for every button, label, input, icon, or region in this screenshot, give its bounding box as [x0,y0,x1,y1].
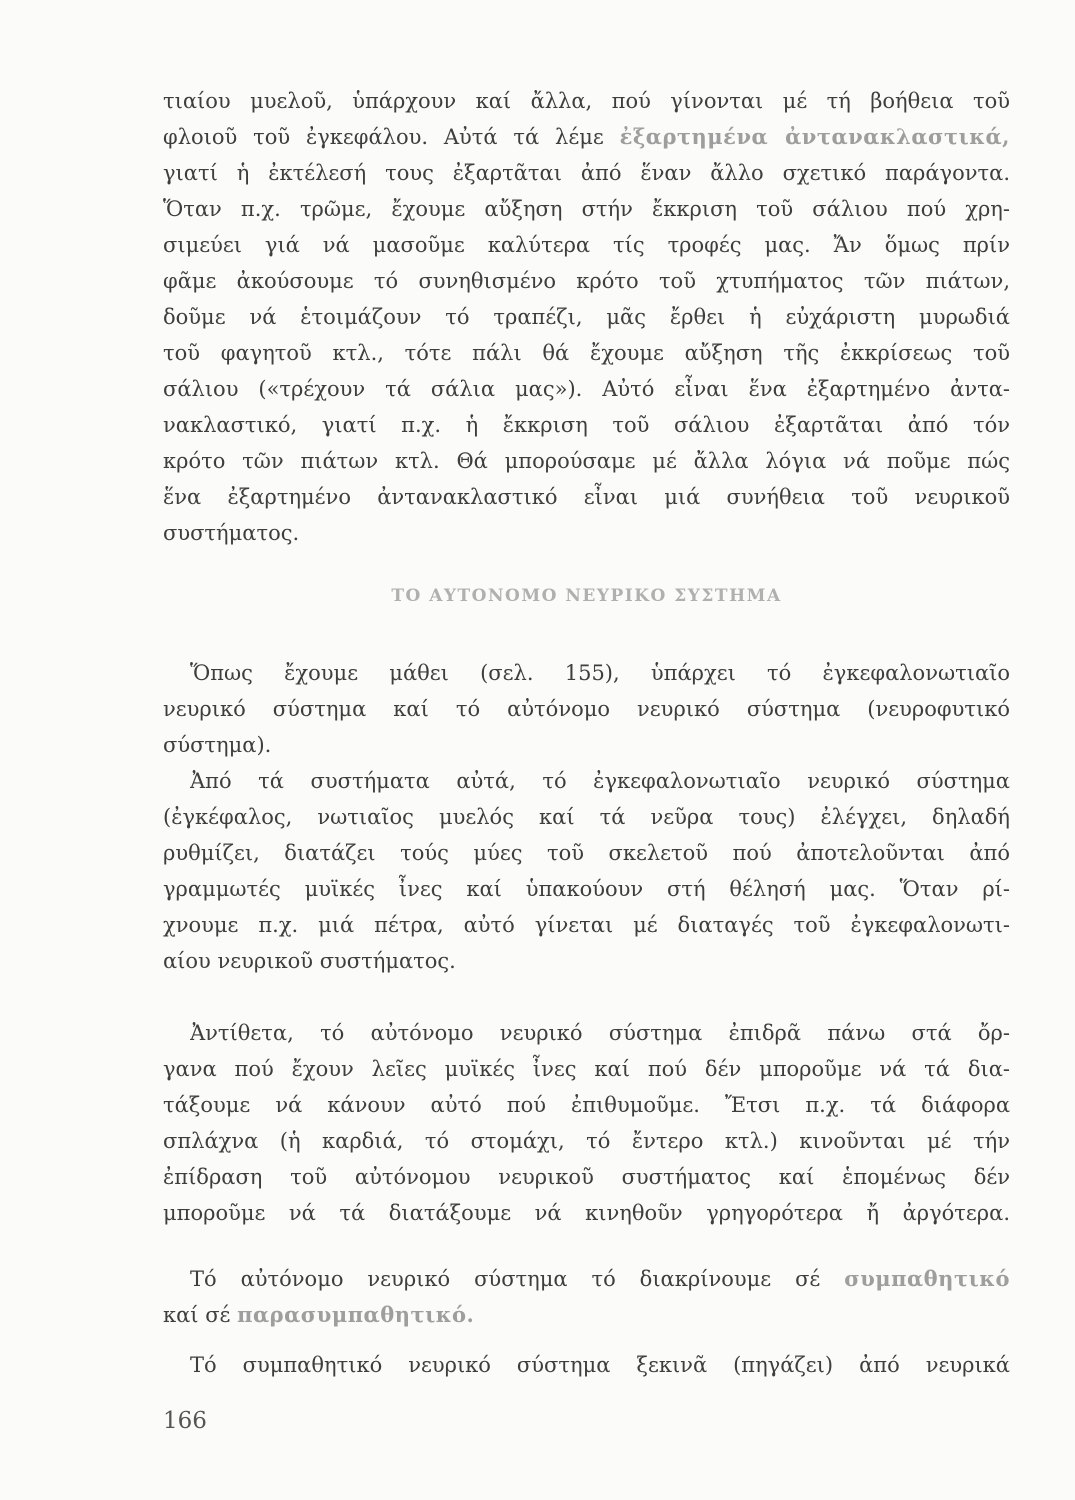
text-run: φλοιοῦ τοῦ ἐγκεφάλου. Αὐτά τά λέμε [163,125,620,149]
page-number: 166 [163,1408,207,1434]
section-heading: ΤΟ ΑΥΤΟΝΟΜΟ ΝΕΥΡΙΚΟ ΣΥΣΤΗΜΑ [391,586,782,606]
bold-term: παρασυμπαθητικό. [237,1302,475,1327]
text-line: ἕνα ἐξαρτημένο ἀντανακλαστικό εἶναι μιά συνήθεια τοῦ νευρικοῦ [163,485,1010,509]
text-line: νευρικό σύστημα καί τό αὐτόνομο νευρικό σύστημα (νευροφυτικό [163,697,1010,721]
text-line: τάξουμε νά κάνουν αὐτό πού ἐπιθυμοῦμε. Ἔτσι π.χ. τά διάφορα [163,1093,1010,1117]
text-line: δοῦμε νά ἑτοιμάζουν τό τραπέζι, μᾶς ἔρθει ἡ εὐχάριστη μυρωδιά [163,305,1010,329]
text-line: γιατί ἡ ἐκτέλεσή τους ἐξαρτᾶται ἀπό ἕναν ἄλλο σχετικό παράγοντα. [163,161,1010,185]
text-line: τιαίου μυελοῦ, ὑπάρχουν καί ἄλλα, πού γίνονται μέ τή βοήθεια τοῦ [163,89,1010,113]
text-line: (ἐγκέφαλος, νωτιαῖος μυελός καί τά νεῦρα τους) ἐλέγχει, δηλαδή [163,805,1010,829]
text-line: συστήματος. [163,521,300,545]
text-line: νακλαστικό, γιατί π.χ. ἡ ἔκκριση τοῦ σάλιου ἐξαρτᾶται ἀπό τόν [163,413,1010,437]
text-line: τοῦ φαγητοῦ κτλ., τότε πάλι θά ἔχουμε αὔξηση τῆς ἐκκρίσεως τοῦ [163,341,1010,365]
text-line: χνουμε π.χ. μιά πέτρα, αὐτό γίνεται μέ διαταγές τοῦ ἐγκεφαλονωτι- [163,913,1010,937]
text-line: μποροῦμε νά τά διατάξουμε νά κινηθοῦν γρηγορότερα ἤ ἀργότερα. [163,1201,1010,1225]
text-run: καί σέ [163,1303,238,1327]
text-line [163,122,1010,152]
text-line [190,1264,1010,1294]
text-line: ρυθμίζει, διατάζει τούς μύες τοῦ σκελετοῦ πού ἀποτελοῦνται ἀπό [163,841,1010,865]
text-line: γανα πού ἔχουν λεῖες μυϊκές ἶνες καί πού δέν μποροῦμε νά τά δια- [163,1057,1010,1081]
text-line: Ὅπως ἔχουμε μάθει (σελ. 155), ὑπάρχει τό ἐγκεφαλονωτιαῖο [190,661,1010,685]
text-line: γραμμωτές μυϊκές ἶνες καί ὑπακούουν στή θέλησή μας. Ὅταν ρί- [163,877,1010,901]
text-line: ἐπίδραση τοῦ αὐτόνομου νευρικοῦ συστήματος καί ἑπομένως δέν [163,1165,1010,1189]
text-line: Ἀντίθετα, τό αὐτόνομο νευρικό σύστημα ἐπιδρᾶ πάνω στά ὄρ- [190,1021,1010,1045]
text-line: σιμεύει γιά νά μασοῦμε καλύτερα τίς τροφές μας. Ἄν ὅμως πρίν [163,233,1010,257]
text-line: Ἀπό τά συστήματα αὐτά, τό ἐγκεφαλονωτιαῖο νευρικό σύστημα [190,769,1010,793]
text-line: σπλάχνα (ἡ καρδιά, τό στομάχι, τό ἔντερο κτλ.) κινοῦνται μέ τήν [163,1129,1010,1153]
text-line: σάλιου («τρέχουν τά σάλια μας»). Αὐτό εἶναι ἕνα ἐξαρτημένο ἀντα- [163,377,1010,401]
text-line: φᾶμε ἀκούσουμε τό συνηθισμένο κρότο τοῦ χτυπήματος τῶν πιάτων, [163,269,1010,293]
text-line: αίου νευρικοῦ συστήματος. [163,949,456,973]
bold-term: συμπαθητικό [844,1266,1010,1291]
text-line: σύστημα). [163,733,272,757]
text-line: Ὅταν π.χ. τρῶμε, ἔχουμε αὔξηση στήν ἔκκριση τοῦ σάλιου πού χρη- [163,197,1010,221]
text-line [163,1300,1010,1330]
text-line: Τό συμπαθητικό νευρικό σύστημα ξεκινᾶ (πηγάζει) ἀπό νευρικά [190,1353,1010,1377]
text-run: Τό αὐτόνομο νευρικό σύστημα τό διακρίνουμε σέ [190,1267,845,1291]
bold-term: ἐξαρτημένα ἀντανακλαστικά, [619,124,1010,149]
text-line: κρότο τῶν πιάτων κτλ. Θά μπορούσαμε μέ ἄλλα λόγια νά ποῦμε πώς [163,449,1010,473]
